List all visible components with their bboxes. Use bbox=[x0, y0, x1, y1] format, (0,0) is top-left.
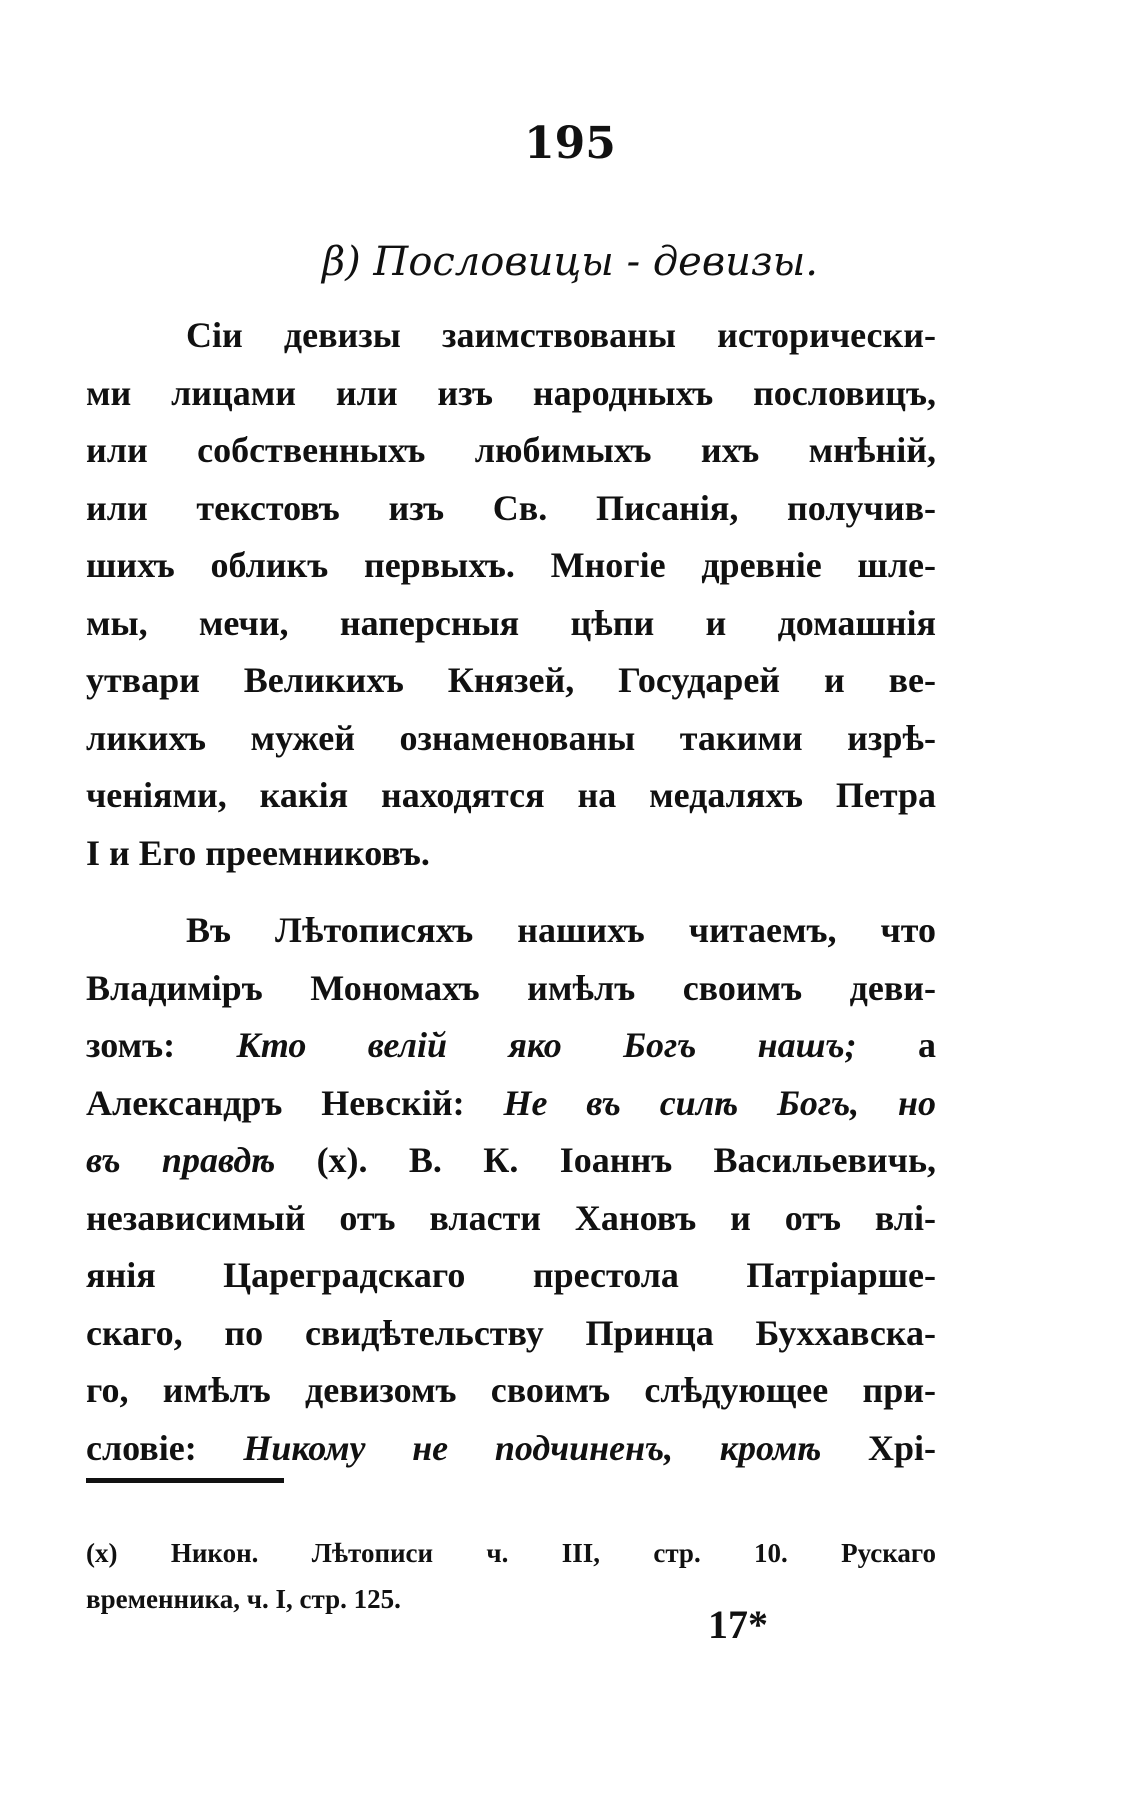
body-text bbox=[86, 307, 936, 1477]
text-line: мы, мечи, наперсныя цѣпи и домашнія bbox=[86, 602, 936, 643]
text-line bbox=[86, 1075, 936, 1133]
page-number: 195 bbox=[524, 118, 616, 169]
text-line: утвари Великихъ Князей, Государей и ве- bbox=[86, 660, 936, 700]
text-run: зомъ: bbox=[86, 1025, 237, 1065]
text-line: шихъ обликъ первыхъ. Многіе древніе шле- bbox=[86, 545, 936, 585]
footnote-rule bbox=[86, 1478, 284, 1483]
text-line: ми лицами или изъ народныхъ пословицъ, bbox=[86, 372, 936, 413]
text-line: ченіями, какія находятся на медаляхъ Петра bbox=[86, 775, 936, 815]
text-line: ликихъ мужей ознаменованы такими изрѣ- bbox=[86, 717, 936, 758]
motto-nevsky: Не въ силѣ Богъ, но bbox=[503, 1082, 937, 1123]
text-line bbox=[86, 1017, 936, 1075]
text-line bbox=[86, 1132, 936, 1190]
text-line: или собственныхъ любимыхъ ихъ мнѣній, bbox=[86, 430, 936, 470]
text-line: Владиміръ Мономахъ имѣлъ своимъ деви- bbox=[86, 967, 936, 1008]
text-line: скаго, по свидѣтельству Принца Буххавска- bbox=[86, 1312, 936, 1353]
text-line: или текстовъ изъ Св. Писанія, получив- bbox=[86, 487, 936, 528]
footnote-line: временника, ч. I, стр. 125. bbox=[86, 1584, 401, 1614]
footnote-line: (x) Никон. Лѣтописи ч. III, стр. 10. Рускаго bbox=[86, 1538, 936, 1568]
text-run: (x). В. К. Іоаннъ Васильевичь, bbox=[275, 1140, 936, 1180]
text-line: I и Его преемниковъ. bbox=[86, 832, 430, 873]
paragraph-2 bbox=[86, 902, 936, 1477]
paragraph-1 bbox=[86, 307, 936, 882]
text-run: Хрі- bbox=[821, 1427, 936, 1468]
text-line: Сіи девизы заимствованы исторически- bbox=[186, 315, 936, 355]
text-line: янія Цареградскаго престола Патріарше- bbox=[86, 1255, 936, 1295]
text-run: Александръ Невскій: bbox=[86, 1082, 504, 1123]
text-line: го, имѣлъ девизомъ своимъ слѣдующее при- bbox=[86, 1370, 936, 1410]
text-line bbox=[86, 1420, 936, 1478]
text-line: независимый отъ власти Хановъ и отъ влі- bbox=[86, 1197, 936, 1238]
motto-nevsky-cont: въ правдѣ bbox=[86, 1140, 276, 1180]
text-line: Въ Лѣтописяхъ нашихъ читаемъ, что bbox=[186, 910, 936, 950]
motto-monomakh: Кто велій яко Богъ нашъ; bbox=[236, 1025, 857, 1065]
footnote bbox=[86, 1530, 936, 1622]
text-run: словіе: bbox=[86, 1427, 244, 1468]
paragraph-gap bbox=[86, 882, 936, 902]
signature-mark: 17* bbox=[708, 1602, 768, 1647]
motto-ioann: Никому не подчиненъ, кромѣ bbox=[243, 1427, 822, 1468]
section-heading: β) Пословицы - девизы. bbox=[321, 239, 818, 285]
text-run: а bbox=[856, 1025, 936, 1065]
